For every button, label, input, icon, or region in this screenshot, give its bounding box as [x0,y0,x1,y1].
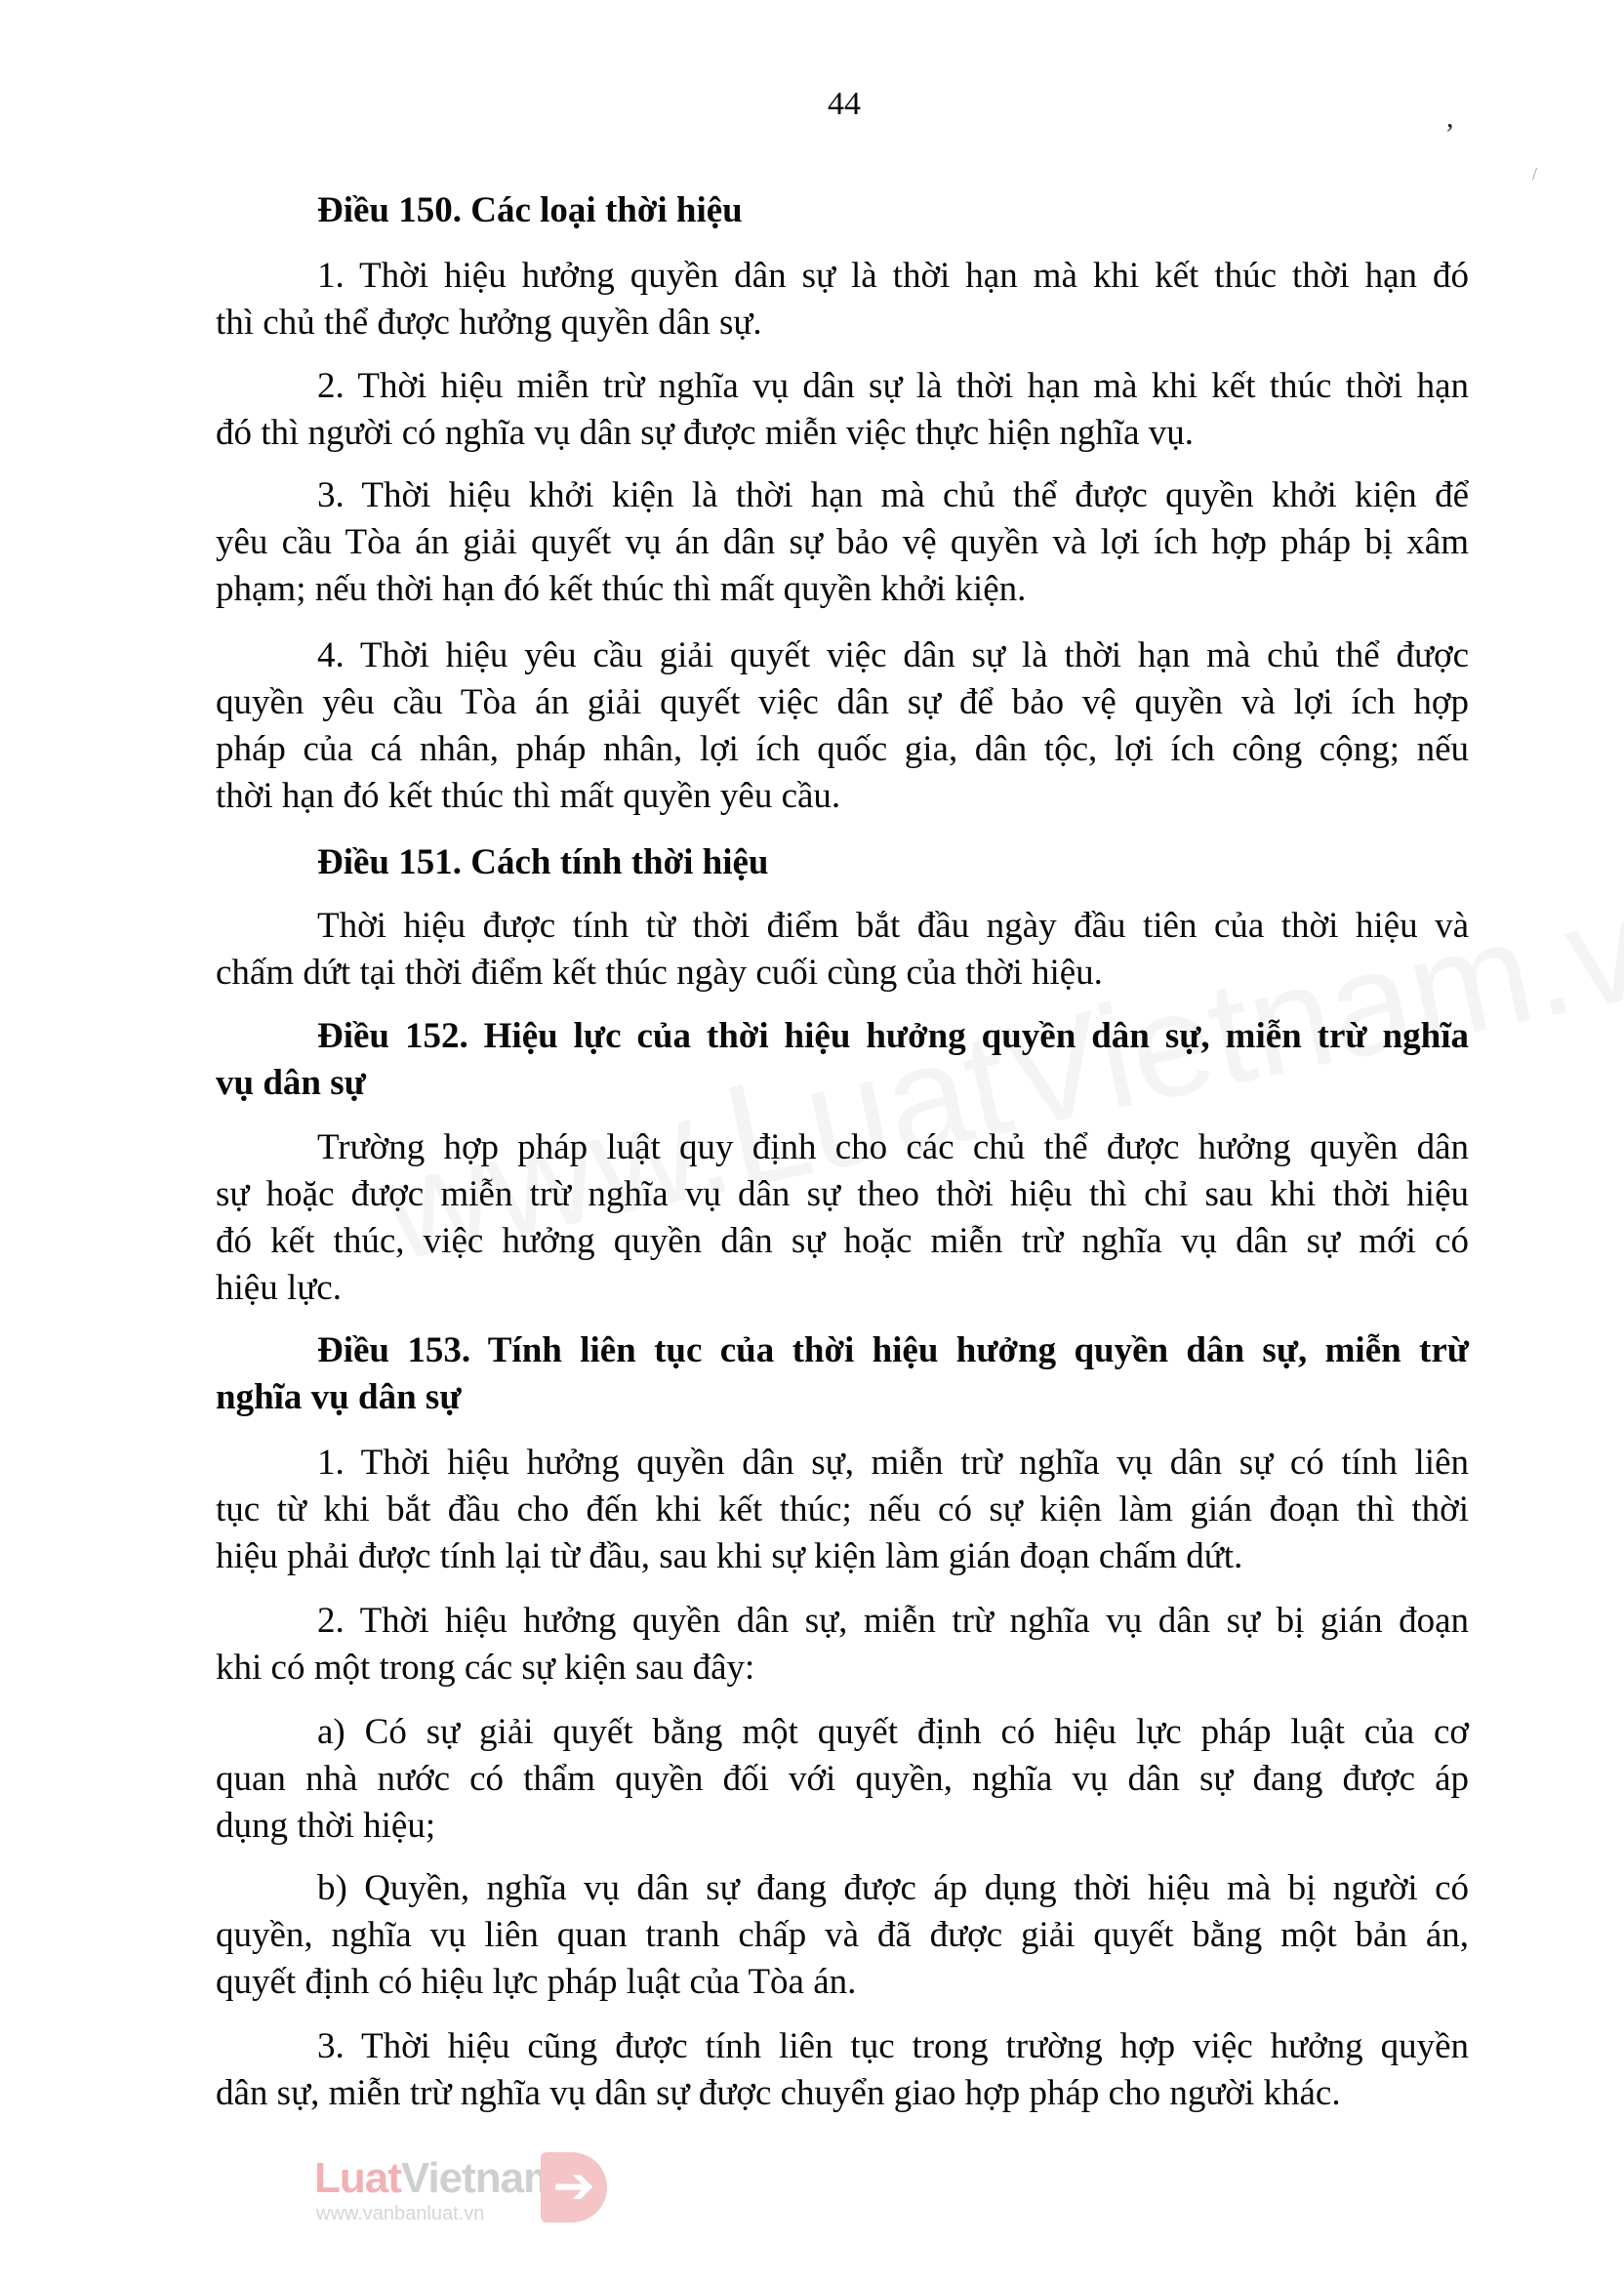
text-line: thời hạn đó kết thúc thì mất quyền yêu cầu. [216,776,841,816]
paragraph [216,1598,1469,1692]
text-line: nghĩa vụ dân sự [216,1377,462,1417]
paragraph [216,1124,1469,1312]
stray-comma-mark: , [1446,102,1454,134]
text-line: Thời hiệu được tính từ thời điểm bắt đầu ngày đầu tiên của thời hiệu và [317,906,1469,946]
article-heading [216,839,1469,886]
text-line: Điều 151. Cách tính thời hiệu [317,842,769,882]
stray-slash-mark: / [1532,164,1538,183]
text-line: 1. Thời hiệu hưởng quyền dân sự là thời hạn mà khi kết thúc thời hạn đó [317,256,1469,296]
text-line: a) Có sự giải quyết bằng một quyết định có hiệu lực pháp luật của cơ [317,1712,1469,1752]
text-line: chấm dứt tại thời điểm kết thúc ngày cuối cùng của thời hiệu. [216,953,1103,993]
luatvietnam-logo [314,2152,607,2240]
paragraph [216,253,1469,347]
logo-brand [314,2154,560,2203]
text-line: đó thì người có nghĩa vụ dân sự được miễn việc thực hiện nghĩa vụ. [216,413,1195,453]
text-line: Điều 153. Tính liên tục của thời hiệu hưởng quyền dân sự, miễn trừ [317,1330,1469,1370]
text-line: quan nhà nước có thẩm quyền đối với quyền, nghĩa vụ dân sự đang được áp [216,1759,1469,1799]
text-line: pháp của cá nhân, pháp nhân, lợi ích quốc gia, dân tộc, lợi ích công cộng; nếu [216,729,1469,769]
text-line: 3. Thời hiệu khởi kiện là thời hạn mà chủ thể được quyền khởi kiện để [317,475,1469,515]
text-line: thì chủ thể được hưởng quyền dân sự. [216,303,762,343]
paragraph [216,1440,1469,1580]
text-line: yêu cầu Tòa án giải quyết vụ án dân sự bảo vệ quyền và lợi ích hợp pháp bị xâm [216,522,1469,562]
paragraph [216,903,1469,997]
text-line: Điều 152. Hiệu lực của thời hiệu hưởng quyền dân sự, miễn trừ nghĩa [317,1016,1469,1056]
text-line: Điều 150. Các loại thời hiệu [317,190,743,230]
text-line: phạm; nếu thời hạn đó kết thúc thì mất quyền khởi kiện. [216,569,1027,609]
article-heading [216,1013,1469,1107]
paragraph [216,2023,1469,2117]
paragraph [216,1709,1469,1850]
text-line: 2. Thời hiệu hưởng quyền dân sự, miễn trừ nghĩa vụ dân sự bị gián đoạn [317,1601,1469,1641]
text-line: tục từ khi bắt đầu cho đến khi kết thúc; nếu có sự kiện làm gián đoạn thì thời [216,1489,1469,1529]
text-line: quyền yêu cầu Tòa án giải quyết việc dân sự để bảo vệ quyền và lợi ích hợp [216,682,1469,722]
text-line: Trường hợp pháp luật quy định cho các chủ thể được hưởng quyền dân [317,1127,1469,1167]
article-heading [216,187,1469,234]
text-line: 4. Thời hiệu yêu cầu giải quyết việc dân sự là thời hạn mà chủ thể được [317,635,1469,675]
text-line: hiệu lực. [216,1268,342,1308]
text-line: hiệu phải được tính lại từ đầu, sau khi sự kiện làm gián đoạn chấm dứt. [216,1536,1243,1576]
text-line: vụ dân sự [216,1063,366,1103]
article-heading [216,1327,1469,1421]
text-line: đó kết thúc, việc hưởng quyền dân sự hoặc miễn trừ nghĩa vụ dân sự mới có [216,1221,1469,1261]
text-line: dân sự, miễn trừ nghĩa vụ dân sự được chuyển giao hợp pháp cho người khác. [216,2073,1341,2113]
text-line: quyết định có hiệu lực pháp luật của Tòa án. [216,1962,857,2002]
logo-brand-part1: Luat [314,2154,401,2202]
paragraph [216,1865,1469,2006]
text-line: quyền, nghĩa vụ liên quan tranh chấp và đã được giải quyết bằng một bản án, [216,1915,1469,1955]
paragraph [216,632,1469,820]
arrow-icon: ➔ [541,2152,607,2222]
logo-url: www.vanbanluat.vn [316,2203,485,2224]
text-line: 3. Thời hiệu cũng được tính liên tục trong trường hợp việc hưởng quyền [317,2026,1469,2066]
text-line: 2. Thời hiệu miễn trừ nghĩa vụ dân sự là thời hạn mà khi kết thúc thời hạn [317,366,1469,406]
page-number: 44 [828,86,861,122]
text-line: b) Quyền, nghĩa vụ dân sự đang được áp dụng thời hiệu mà bị người có [317,1868,1469,1908]
text-line: dụng thời hiệu; [216,1806,436,1846]
text-line: sự hoặc được miễn trừ nghĩa vụ dân sự theo thời hiệu thì chỉ sau khi thời hiệu [216,1174,1469,1214]
paragraph [216,363,1469,457]
text-line: 1. Thời hiệu hưởng quyền dân sự, miễn trừ nghĩa vụ dân sự có tính liên [317,1443,1469,1483]
paragraph [216,472,1469,613]
text-line: khi có một trong các sự kiện sau đây: [216,1648,755,1688]
logo-brand-part2: Vietnam [400,2154,561,2202]
